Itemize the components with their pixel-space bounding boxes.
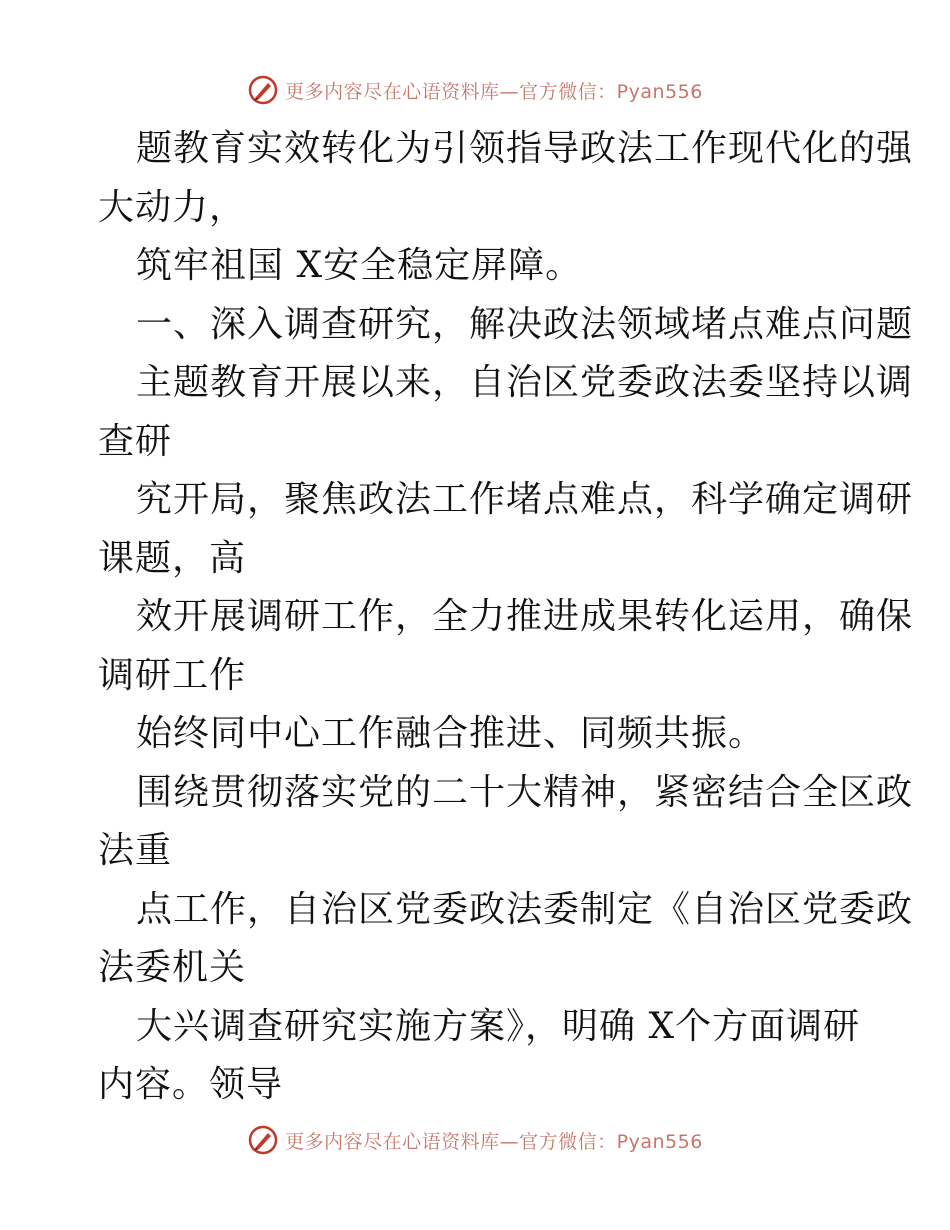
body-line: 筑牢祖国 X安全稳定屏障。 <box>136 245 583 286</box>
body-line: 点工作，自治区党委政法委制定《自治区党委政 <box>136 888 914 930</box>
body-line: 究开局，聚焦政法工作堵点难点，科学确定调研 <box>136 479 914 520</box>
pen-logo-icon <box>247 1124 279 1156</box>
footer-banner <box>0 1120 950 1160</box>
header-banner <box>0 70 950 110</box>
footer-banner-text: 更多内容尽在心语资料库—官方微信：Pyan556 <box>285 1130 703 1153</box>
header-banner-text: 更多内容尽在心语资料库—官方微信：Pyan556 <box>285 80 703 103</box>
pen-logo-icon <box>247 74 279 106</box>
body-line: 调研工作 <box>98 654 247 696</box>
body-line: 效开展调研工作，全力推进成果转化运用，确保 <box>136 596 914 637</box>
body-line: 大兴调查研究实施方案》，明确 X个方面调研 <box>136 1005 861 1047</box>
body-line: 查研 <box>98 420 173 462</box>
body-line: 题教育实效转化为引领指导政法工作现代化的强 <box>136 128 914 169</box>
body-line: 大动力， <box>98 186 247 228</box>
body-line: 课题，高 <box>98 537 247 579</box>
body-line: 围绕贯彻落实党的二十大精神，紧密结合全区政 <box>136 771 914 813</box>
body-line: 主题教育开展以来，自治区党委政法委坚持以调 <box>136 362 914 403</box>
body-line: 内容。领导 <box>98 1064 284 1105</box>
body-line: 法重 <box>98 830 173 871</box>
body-line: 法委机关 <box>98 947 247 988</box>
body-line: 始终同中心工作融合推进、同频共振。 <box>136 713 766 754</box>
section-heading: 一、深入调查研究，解决政法领域堵点难点问题 <box>136 303 914 345</box>
document-body <box>98 120 914 1115</box>
